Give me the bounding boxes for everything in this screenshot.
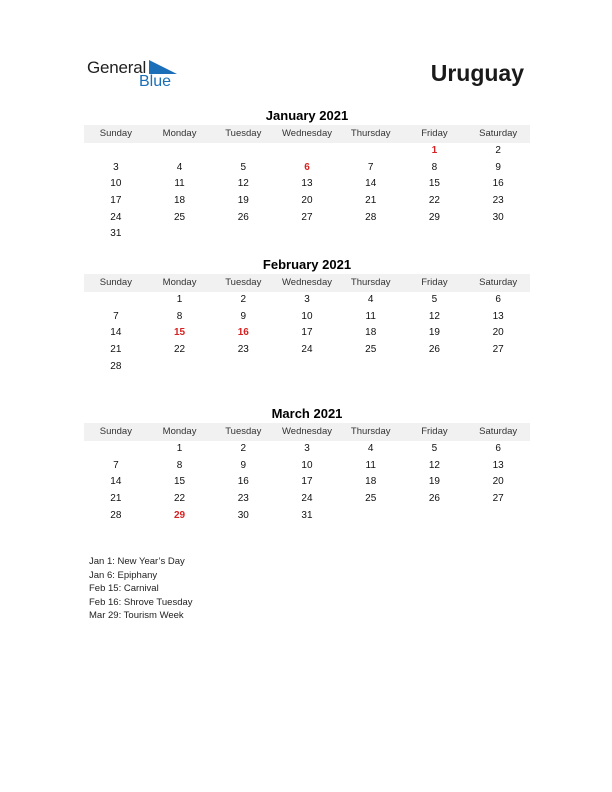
day-cell: 16 (492, 178, 504, 190)
weekday-label: Monday (162, 277, 197, 288)
weekday-label: Saturday (479, 277, 518, 288)
holiday-list (89, 555, 193, 623)
weekday-label: Saturday (479, 426, 518, 437)
month-title: March 2021 (271, 406, 343, 421)
weekday-label: Sunday (99, 426, 132, 437)
weekday-label: Thursday (350, 277, 391, 288)
day-cell: 14 (365, 178, 377, 190)
day-cell: 7 (113, 310, 119, 322)
weekday-label: Wednesday (281, 426, 332, 437)
day-cell: 22 (174, 493, 186, 505)
holiday-entry: Feb 16: Shrove Tuesday (89, 596, 193, 608)
day-cell: 28 (110, 360, 122, 372)
day-cell: 13 (492, 459, 504, 471)
day-cell: 29 (428, 211, 440, 223)
brand-general: General (87, 58, 147, 77)
holiday-entry: Mar 29: Tourism Week (89, 610, 184, 621)
day-cell: 21 (110, 344, 122, 356)
weekday-header (84, 423, 530, 441)
day-cell: 23 (492, 195, 504, 207)
day-cell: 22 (428, 195, 440, 207)
day-grid (84, 143, 530, 243)
day-cell: 17 (301, 327, 313, 339)
day-cell: 25 (174, 211, 186, 223)
weekday-label: Wednesday (281, 277, 332, 288)
day-cell: 12 (237, 178, 249, 190)
day-cell: 23 (237, 344, 249, 356)
day-cell: 22 (174, 344, 186, 356)
day-cell: 11 (174, 178, 185, 190)
day-cell: 13 (492, 310, 504, 322)
month-calendar (84, 107, 530, 243)
day-cell: 31 (110, 228, 122, 240)
day-cell: 7 (113, 459, 119, 471)
weekday-label: Thursday (350, 426, 391, 437)
weekday-label: Tuesday (225, 277, 262, 288)
day-grid (84, 441, 530, 524)
month-calendar (84, 405, 530, 524)
day-cell: 5 (240, 161, 247, 173)
day-cell: 14 (110, 327, 122, 339)
day-cell: 25 (365, 344, 377, 356)
day-cell: 24 (301, 344, 313, 356)
day-cell: 4 (176, 161, 183, 173)
day-cell: 21 (110, 493, 122, 505)
day-cell: 10 (301, 310, 313, 322)
day-cell: 11 (365, 310, 376, 322)
weekday-header (84, 125, 530, 143)
day-cell: 30 (237, 509, 249, 521)
weekday-label: Tuesday (225, 128, 262, 139)
holiday-entry: Jan 1: New Year’s Day (89, 556, 185, 567)
day-cell: 2 (240, 443, 247, 454)
weekday-label: Sunday (99, 277, 132, 288)
day-cell: 18 (174, 195, 186, 207)
day-cell: 26 (237, 211, 249, 223)
empty-cell (84, 292, 148, 309)
weekday-label: Sunday (99, 128, 132, 139)
empty-cell (148, 143, 212, 160)
weekday-label: Thursday (350, 128, 391, 139)
day-cell: 2 (495, 145, 501, 156)
day-cell: 19 (237, 195, 249, 207)
day-cell: 26 (428, 493, 440, 505)
day-cell: 1 (176, 294, 183, 305)
day-cell: 8 (176, 459, 183, 471)
day-grid (84, 292, 530, 375)
day-cell: 8 (176, 310, 183, 322)
weekday-label: Monday (162, 426, 197, 437)
day-cell: 13 (301, 178, 313, 190)
day-cell: 28 (365, 211, 377, 223)
day-cell: 20 (301, 195, 313, 207)
day-cell: 17 (110, 195, 122, 207)
brand-blue: Blue (139, 73, 172, 90)
weekday-label: Friday (421, 426, 448, 437)
weekday-label: Monday (162, 128, 197, 139)
day-cell: 11 (365, 459, 376, 471)
day-cell: 28 (110, 509, 122, 521)
day-cell: 20 (492, 476, 504, 488)
month-title: January 2021 (265, 108, 349, 123)
day-cell: 17 (301, 476, 313, 488)
month-title: February 2021 (262, 257, 352, 272)
day-cell: 21 (365, 195, 377, 207)
empty-cell (211, 143, 275, 160)
day-cell: 20 (492, 327, 504, 339)
day-cell: 31 (301, 509, 313, 521)
weekday-label: Wednesday (281, 128, 332, 139)
day-cell: 5 (431, 443, 438, 454)
weekday-label: Saturday (479, 128, 518, 139)
day-cell: 9 (240, 310, 247, 322)
day-cell: 30 (492, 211, 504, 223)
day-cell: 6 (495, 443, 501, 454)
holiday-day-cell: 16 (237, 327, 249, 339)
day-cell: 4 (367, 443, 374, 454)
day-cell: 12 (428, 310, 440, 322)
day-cell: 26 (428, 344, 440, 356)
day-cell: 24 (110, 211, 122, 223)
day-cell: 3 (304, 443, 310, 454)
day-cell: 16 (237, 476, 249, 488)
day-cell: 19 (428, 476, 440, 488)
country-title: Uruguay (430, 60, 524, 86)
day-cell: 10 (301, 459, 313, 471)
weekday-label: Friday (421, 277, 448, 288)
day-cell: 9 (240, 459, 247, 471)
day-cell: 15 (174, 476, 186, 488)
empty-cell (84, 143, 148, 160)
day-cell: 14 (110, 476, 122, 488)
day-cell: 27 (301, 211, 313, 223)
month-calendar (84, 256, 530, 375)
day-cell: 27 (492, 344, 504, 356)
empty-cell (339, 143, 403, 160)
day-cell: 24 (301, 493, 313, 505)
holiday-day-cell: 6 (304, 161, 310, 173)
day-cell: 27 (492, 493, 504, 505)
day-cell: 8 (431, 161, 438, 173)
day-cell: 25 (365, 493, 377, 505)
weekday-header (84, 274, 530, 292)
day-cell: 1 (176, 443, 183, 454)
holiday-day-cell: 1 (431, 145, 438, 156)
holiday-entry: Jan 6: Epiphany (89, 569, 158, 581)
holiday-entry: Feb 15: Carnival (89, 583, 159, 594)
day-cell: 15 (428, 178, 440, 190)
empty-cell (84, 441, 148, 458)
day-cell: 5 (431, 294, 438, 305)
day-cell: 3 (304, 294, 310, 305)
day-cell: 10 (110, 178, 122, 190)
day-cell: 19 (428, 327, 440, 339)
day-cell: 9 (495, 161, 501, 173)
day-cell: 2 (240, 294, 247, 305)
day-cell: 18 (365, 476, 377, 488)
day-cell: 23 (237, 493, 249, 505)
day-cell: 4 (367, 294, 374, 305)
day-cell: 3 (113, 161, 119, 173)
day-cell: 7 (367, 161, 374, 173)
weekday-label: Tuesday (225, 426, 262, 437)
day-cell: 6 (495, 294, 501, 305)
holiday-day-cell: 15 (174, 327, 186, 339)
brand-logo (87, 58, 187, 92)
day-cell: 12 (428, 459, 440, 471)
day-cell: 18 (365, 327, 377, 339)
holiday-day-cell: 29 (174, 509, 186, 521)
weekday-label: Friday (421, 128, 448, 139)
empty-cell (275, 143, 339, 160)
